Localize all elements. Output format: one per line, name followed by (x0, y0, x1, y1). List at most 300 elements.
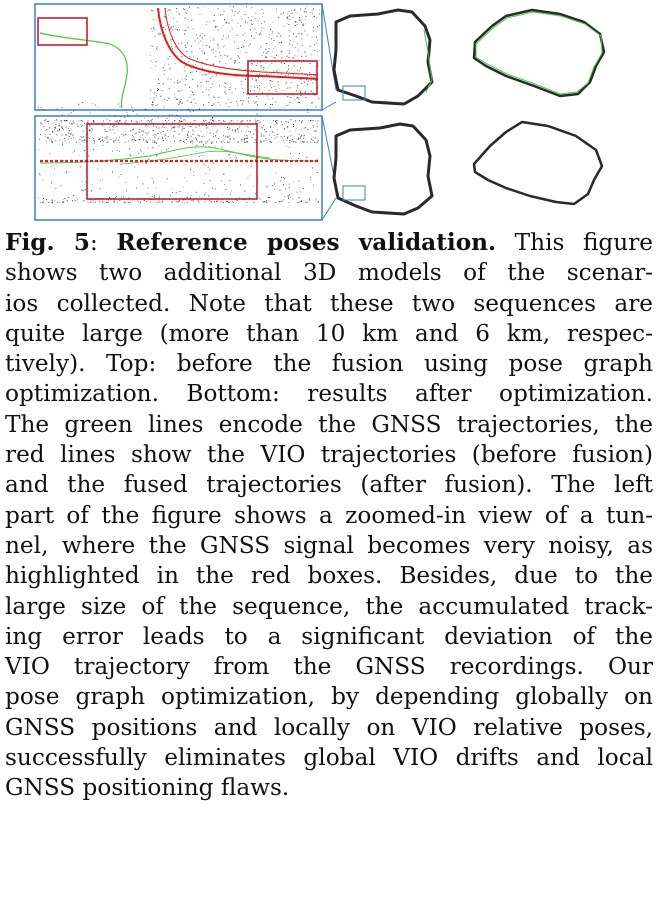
point (266, 63, 267, 64)
point (282, 124, 283, 125)
point (205, 201, 206, 202)
point (93, 138, 94, 139)
point (163, 67, 164, 68)
point (54, 120, 55, 121)
point (293, 74, 294, 75)
point (259, 122, 260, 123)
point (244, 191, 245, 192)
point (288, 198, 289, 199)
point (282, 201, 283, 202)
point (301, 62, 302, 63)
point (281, 122, 282, 123)
point (155, 66, 156, 67)
point (317, 172, 318, 173)
point (52, 131, 53, 132)
point (88, 147, 89, 148)
point (149, 138, 150, 139)
point (311, 103, 312, 104)
point (83, 136, 84, 137)
point (266, 43, 267, 44)
point (289, 147, 290, 148)
point (316, 17, 317, 18)
caption-line-8: red lines show the VIO trajectories (before fusion) (5, 441, 653, 469)
point (114, 140, 115, 141)
point (278, 33, 279, 34)
point (280, 180, 281, 181)
point (261, 65, 262, 66)
point (312, 37, 313, 38)
point (168, 15, 169, 16)
point (196, 35, 197, 36)
point (140, 202, 141, 203)
point (147, 135, 148, 136)
point (301, 129, 302, 130)
point (52, 141, 53, 142)
point (255, 78, 256, 79)
point (73, 134, 74, 135)
point (193, 56, 194, 57)
point (197, 86, 198, 87)
point (287, 56, 288, 57)
point (115, 121, 116, 122)
point (276, 55, 277, 56)
point (176, 8, 177, 9)
point (152, 147, 153, 148)
point (74, 151, 75, 152)
point (247, 138, 248, 139)
point (189, 109, 190, 110)
point (232, 130, 233, 131)
point (154, 134, 155, 135)
point (281, 57, 282, 58)
point (63, 199, 64, 200)
point (306, 12, 307, 13)
point (293, 142, 294, 143)
point (310, 142, 311, 143)
point (241, 139, 242, 140)
point (158, 200, 159, 201)
point (257, 87, 258, 88)
point (306, 202, 307, 203)
point (304, 142, 305, 143)
point (213, 40, 214, 41)
point (261, 141, 262, 142)
point (185, 12, 186, 13)
point (120, 106, 121, 107)
point (261, 136, 262, 137)
point (275, 89, 276, 90)
point (228, 106, 229, 107)
point (303, 188, 304, 189)
point (287, 18, 288, 19)
point (213, 121, 214, 122)
point (121, 174, 122, 175)
point (241, 141, 242, 142)
point (304, 82, 305, 83)
point (41, 107, 42, 108)
point (123, 197, 124, 198)
point (290, 196, 291, 197)
point (141, 120, 142, 121)
point (178, 13, 179, 14)
point (283, 199, 284, 200)
point (278, 73, 279, 74)
point (188, 131, 189, 132)
point (210, 78, 211, 79)
point (243, 46, 244, 47)
tunnel-zoom-top-panel (35, 4, 322, 110)
point (251, 20, 252, 21)
point (269, 90, 270, 91)
point (45, 137, 46, 138)
point (166, 140, 167, 141)
point (259, 91, 260, 92)
point (166, 122, 167, 123)
point (49, 202, 50, 203)
point (202, 92, 203, 93)
point (191, 126, 192, 127)
point (38, 198, 39, 199)
point (301, 83, 302, 84)
point (187, 202, 188, 203)
point (73, 123, 74, 124)
point (252, 63, 253, 64)
point (200, 72, 201, 73)
point (82, 102, 83, 103)
point (313, 16, 314, 17)
point (169, 88, 170, 89)
point (158, 83, 159, 84)
point (160, 132, 161, 133)
point (105, 131, 106, 132)
point (247, 126, 248, 127)
point (224, 19, 225, 20)
point (287, 105, 288, 106)
point (254, 103, 255, 104)
point (289, 184, 290, 185)
point (65, 135, 66, 136)
point (164, 16, 165, 17)
point (163, 47, 164, 48)
point (164, 162, 165, 163)
point (71, 133, 72, 134)
point (267, 96, 268, 97)
point (273, 132, 274, 133)
point (83, 200, 84, 201)
point (209, 46, 210, 47)
point (61, 126, 62, 127)
point (226, 201, 227, 202)
point (280, 35, 281, 36)
point (207, 59, 208, 60)
point (185, 65, 186, 66)
point (256, 108, 257, 109)
caption-text-1: This figure (514, 229, 653, 256)
point (192, 140, 193, 141)
point (125, 202, 126, 203)
point (168, 78, 169, 79)
point (97, 106, 98, 107)
point (184, 34, 185, 35)
point (229, 6, 230, 7)
point (301, 135, 302, 136)
point (107, 202, 108, 203)
point (284, 136, 285, 137)
point (51, 137, 52, 138)
point (102, 125, 103, 126)
point (237, 13, 238, 14)
point (287, 50, 288, 51)
point (274, 57, 275, 58)
point (225, 83, 226, 84)
point (298, 98, 299, 99)
point (242, 104, 243, 105)
point (268, 197, 269, 198)
point (276, 123, 277, 124)
point (193, 175, 194, 176)
point (183, 8, 184, 9)
point (61, 120, 62, 121)
point (295, 47, 296, 48)
point (261, 9, 262, 10)
point (265, 68, 266, 69)
point (185, 164, 186, 165)
point (263, 69, 264, 70)
point (248, 131, 249, 132)
point (216, 201, 217, 202)
point (287, 14, 288, 15)
point (157, 104, 158, 105)
point (293, 199, 294, 200)
point (259, 85, 260, 86)
point (212, 76, 213, 77)
point (227, 127, 228, 128)
point (209, 180, 210, 181)
figure-caption (5, 228, 653, 804)
point (202, 68, 203, 69)
point (126, 190, 127, 191)
point (306, 56, 307, 57)
point (288, 136, 289, 137)
point (209, 200, 210, 201)
point (185, 18, 186, 19)
point (179, 120, 180, 121)
caption-line-13: large size of the sequence, the accumulated track- (5, 592, 653, 620)
point (137, 176, 138, 177)
point (40, 134, 41, 135)
point (189, 57, 190, 58)
point (245, 22, 246, 23)
point (312, 83, 313, 84)
point (229, 136, 230, 137)
point (207, 132, 208, 133)
point (46, 141, 47, 142)
point (275, 202, 276, 203)
point (254, 87, 255, 88)
point (260, 33, 261, 34)
point (252, 72, 253, 73)
point (211, 201, 212, 202)
point (119, 120, 120, 121)
point (286, 105, 287, 106)
point (212, 83, 213, 84)
point (263, 125, 264, 126)
point (206, 128, 207, 129)
point (159, 196, 160, 197)
point (280, 201, 281, 202)
point (272, 52, 273, 53)
point (130, 201, 131, 202)
point (62, 144, 63, 145)
caption-line-16: pose graph optimization, by depending globally on (5, 683, 653, 711)
point (159, 201, 160, 202)
point (199, 202, 200, 203)
point (181, 90, 182, 91)
point (283, 90, 284, 91)
point (167, 130, 168, 131)
point (188, 27, 189, 28)
point (209, 90, 210, 91)
point (297, 74, 298, 75)
point (65, 198, 66, 199)
point (70, 120, 71, 121)
point (53, 123, 54, 124)
point (159, 128, 160, 129)
point (284, 196, 285, 197)
point (274, 135, 275, 136)
point (172, 30, 173, 31)
point (286, 83, 287, 84)
point (195, 41, 196, 42)
point (136, 188, 137, 189)
point (298, 158, 299, 159)
point (300, 137, 301, 138)
point (72, 200, 73, 201)
point (128, 202, 129, 203)
point (220, 55, 221, 56)
point (314, 75, 315, 76)
point (222, 14, 223, 15)
point (188, 109, 189, 110)
point (299, 19, 300, 20)
point (146, 141, 147, 142)
point (139, 121, 140, 122)
point (152, 119, 153, 120)
point (69, 130, 70, 131)
point (309, 199, 310, 200)
point (159, 83, 160, 84)
point (191, 142, 192, 143)
point (78, 121, 79, 122)
point (78, 104, 79, 105)
point (268, 98, 269, 99)
point (250, 175, 251, 176)
point (243, 34, 244, 35)
point (191, 46, 192, 47)
point (43, 126, 44, 127)
point (57, 108, 58, 109)
point (274, 40, 275, 41)
point (114, 200, 115, 201)
point (316, 131, 317, 132)
point (298, 50, 299, 51)
point (46, 129, 47, 130)
point (286, 88, 287, 89)
point (185, 120, 186, 121)
point (210, 87, 211, 88)
point (205, 173, 206, 174)
point (262, 127, 263, 128)
point (263, 13, 264, 14)
point (297, 85, 298, 86)
point (251, 166, 252, 167)
point (252, 137, 253, 138)
point (81, 189, 82, 190)
point (211, 122, 212, 123)
point (159, 145, 160, 146)
point (218, 102, 219, 103)
point (199, 196, 200, 197)
point (287, 17, 288, 18)
point (248, 17, 249, 18)
point (172, 189, 173, 190)
point (120, 196, 121, 197)
point (278, 17, 279, 18)
point (281, 62, 282, 63)
point (191, 136, 192, 137)
point (189, 87, 190, 88)
point (182, 130, 183, 131)
point (290, 140, 291, 141)
point (298, 138, 299, 139)
point (112, 129, 113, 130)
point (307, 6, 308, 7)
point (180, 142, 181, 143)
point (115, 140, 116, 141)
point (224, 82, 225, 83)
tunnel-zoom-bottom-panel (35, 101, 322, 220)
point (269, 135, 270, 136)
point (128, 125, 129, 126)
point (41, 123, 42, 124)
point (167, 178, 168, 179)
point (299, 102, 300, 103)
point (151, 120, 152, 121)
point (296, 12, 297, 13)
point (289, 11, 290, 12)
point (205, 141, 206, 142)
point (134, 134, 135, 135)
point (233, 138, 234, 139)
point (211, 105, 212, 106)
point (187, 19, 188, 20)
point (266, 140, 267, 141)
point (193, 200, 194, 201)
point (69, 141, 70, 142)
point (155, 105, 156, 106)
point (177, 111, 178, 112)
point (106, 136, 107, 137)
point (184, 202, 185, 203)
point (205, 74, 206, 75)
point (41, 109, 42, 110)
point (281, 177, 282, 178)
point (189, 7, 190, 8)
point (148, 132, 149, 133)
point (169, 115, 170, 116)
point (91, 128, 92, 129)
point (240, 100, 241, 101)
